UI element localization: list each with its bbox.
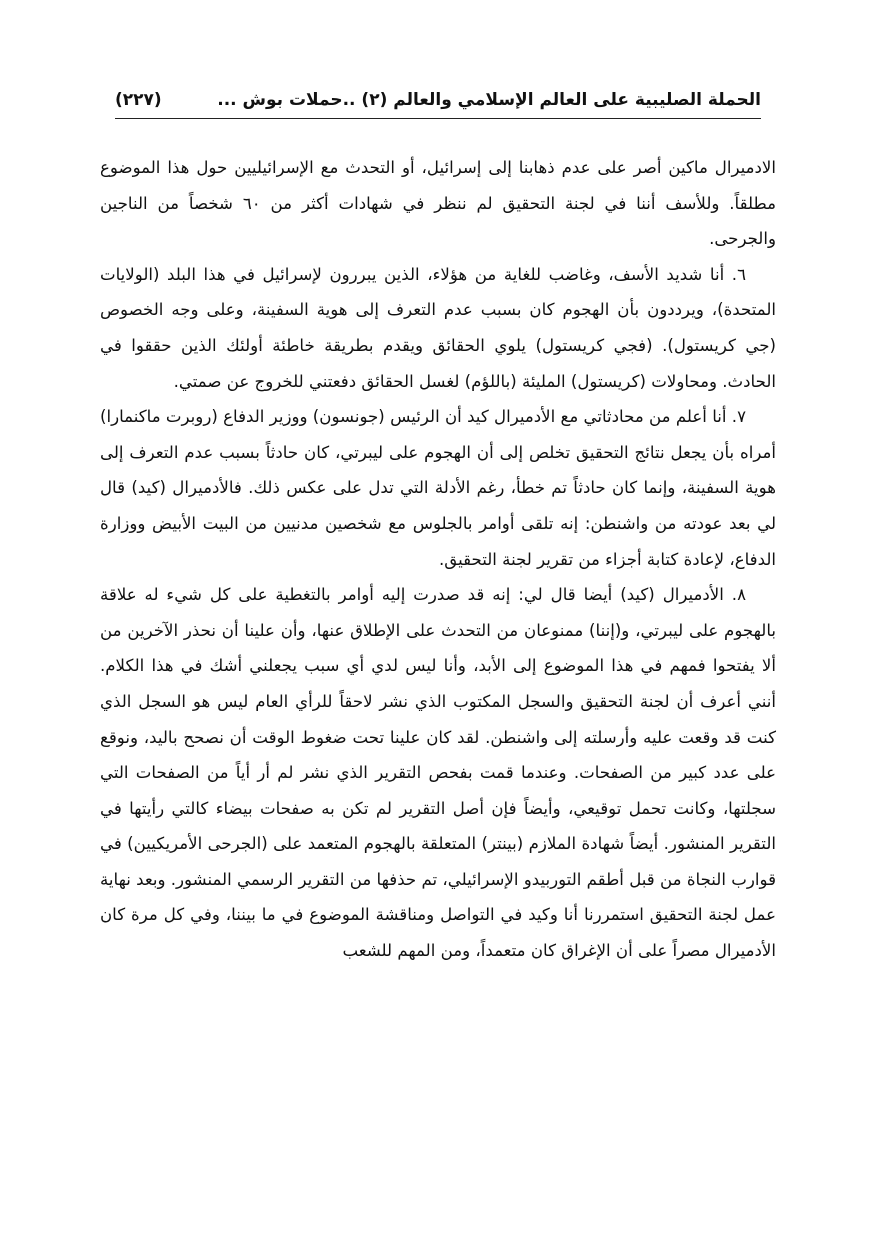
paragraph-8: ٨. الأدميرال (كيد) أيضا قال لي: إنه قد صدرت إليه أوامر بالتغطية على كل شيء له علاقة بالهجوم على ليبرتي، و(إننا) ممنوعان من التحدث على الإطلاق عنها، وأن علينا أن نحذر الآخرين من ألا يفتحوا فمهم في هذا الموضوع إلى الأبد، وأنا ليس لدي أي سبب يجعلني أشك في هذا الكلام. أنني أعرف أن لجنة التحقيق والسجل المكتوب الذي نشر لاحقاً للرأي العام ليس هو السجل الذي كنت قد وقعت عليه وأرسلته إلى واشنطن. لقد كان علينا تحت ضغوط الوقت أن نصحح باليد، ونوقع على عدد كبير من الصفحات. وعندما قمت بفحص التقرير الذي نشر لم أر أياً من الصفحات التي سجلتها، وكانت تحمل توقيعي، وأيضاً فإن أصل التقرير لم تكن به صفحات بيضاء كالتي رأيتها في التقرير المنشور. أيضاً شهادة الملازم (بينتر) المتعلقة بالهجوم المتعمد على (الجرحى الأمريكيين) في قوارب النجاة من قبل أطقم التوربيدو الإسرائيلي، تم حذفها من التقرير الرسمي المنشور. وبعد نهاية عمل لجنة التحقيق استمررنا أنا وكيد في التواصل ومناقشة الموضوع في ما بيننا، وفي كل مرة كان الأدميرال مصراً على أن الإغراق كان متعمداً، ومن المهم للشعب — [100, 585, 776, 961]
body-text — [100, 150, 776, 969]
running-title: الحملة الصليبية على العالم الإسلامي والعالم (٢) ..حملات بوش ... — [217, 90, 761, 110]
paragraph-7: ٧. أنا أعلم من محادثاتي مع الأدميرال كيد أن الرئيس (جونسون) ووزير الدفاع (روبرت ماكنمارا) أمراه بأن يجعل نتائج التحقيق تخلص إلى أن الهجوم على ليبرتي، كان حادثاً بسبب عدم التعرف إلى هوية السفينة، وإنما كان حادثاً تم خطأ، رغم الأدلة التي تدل على عكس ذلك. فالأدميرال (كيد) قال لي بعد عودته من واشنطن: إنه تلقى أوامر بالجلوس مع شخصين مدنيين من البيت الأبيض ووزارة الدفاع، لإعادة كتابة أجزاء من تقرير لجنة التحقيق. — [100, 407, 776, 569]
paragraph-continuation: الادميرال ماكين أصر على عدم ذهابنا إلى إسرائيل، أو التحدث مع الإسرائيليين حول هذا الموضوع مطلقاً. وللأسف أننا في لجنة التحقيق لم ننظر في شهادات أكثر من ٦٠ شخصاً من الناجين والجرحى. — [100, 158, 776, 249]
page-header — [115, 86, 761, 119]
paragraph-6: ٦. أنا شديد الأسف، وغاضب للغاية من هؤلاء، الذين يبررون لإسرائيل في هذا البلد (الولايات المتحدة)، ويرددون بأن الهجوم كان بسبب عدم التعرف إلى هوية السفينة، وعلى وجه الخصوص (جي كريستول). (فجي كريستول) يلوي الحقائق ويقدم بطريقة خاطئة أولئك الذين حققوا في الحادث. ومحاولات (كريستول) المليئة (باللؤم) لغسل الحقائق دفعتني للخروج عن صمتي. — [100, 264, 776, 391]
page-number: (٢٢٧) — [115, 90, 162, 110]
